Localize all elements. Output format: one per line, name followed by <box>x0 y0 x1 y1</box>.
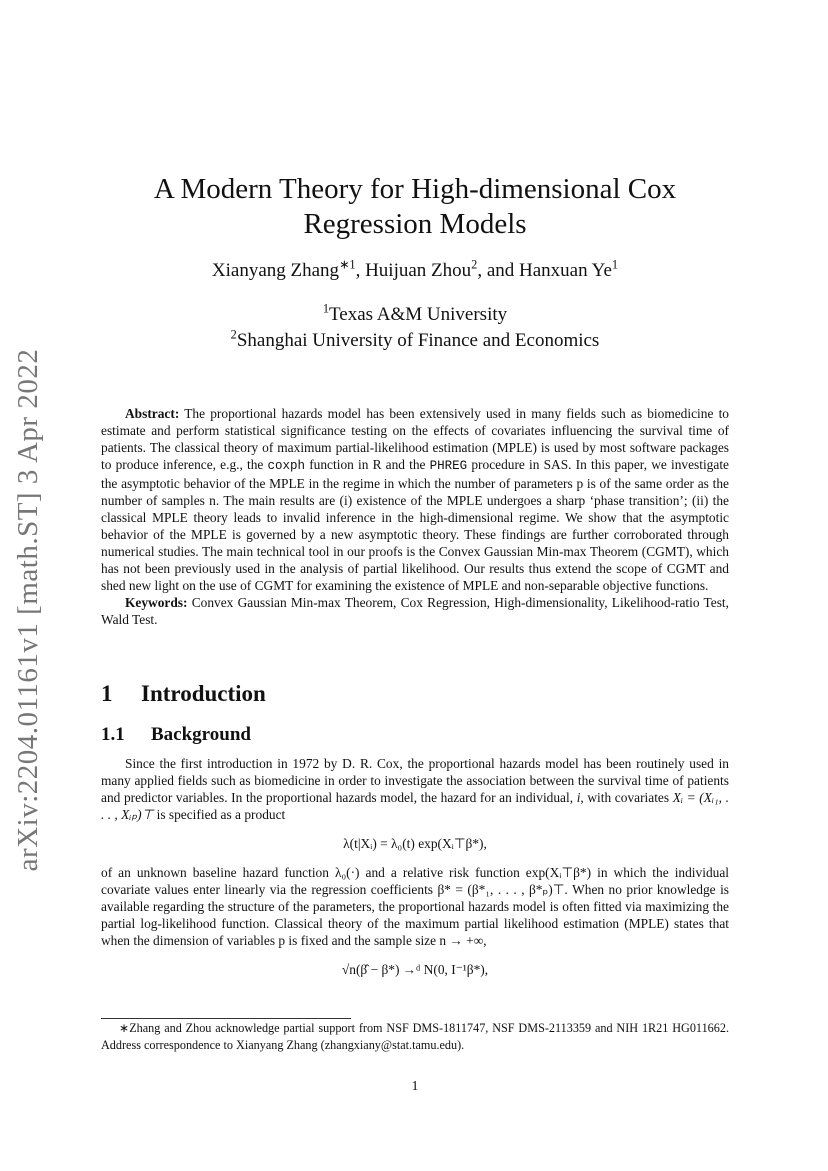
body-p1b-text: , with covariates <box>580 790 673 805</box>
keywords-label: Keywords: <box>125 595 188 610</box>
abstract-block <box>101 405 729 628</box>
author-1: Xianyang Zhang <box>211 260 340 281</box>
author-3: , and Hanxuan Ye <box>477 260 612 281</box>
arxiv-identifier-stamp: arXiv:2204.01161v1 [math.ST] 3 Apr 2022 <box>12 348 44 872</box>
subsection-title: Background <box>151 724 251 745</box>
equation-hazard: λ(t|Xᵢ) = λ₀(t) exp(Xᵢ⊤β*), <box>343 836 487 851</box>
section-heading-introduction <box>101 681 266 707</box>
body-p1c-text: is specified as a product <box>153 807 286 822</box>
abstract-text-1: The proportional hazards model has been extensively used in many fields such as biomedicine to estimate and perform statistical significance testing on the effects of covariates influencing the survival time of patients. The classical theory of maximum partial-likelihood estimation (MPLE) is used by most software packages to produce inference, e.g., the <box>101 406 729 472</box>
keywords-line <box>101 594 729 628</box>
affiliation-2-name: Shanghai University of Finance and Economics <box>236 330 600 351</box>
author-2: , Huijuan Zhou <box>355 260 472 281</box>
math-covariates: Xᵢ = (Xᵢ₁, . . . , Xᵢₚ)⊤ <box>101 790 729 822</box>
abstract-paragraph <box>101 405 729 594</box>
body-text <box>101 755 729 990</box>
affiliation-1-name: Texas A&M University <box>329 304 508 325</box>
abstract-label: Abstract: <box>125 406 180 421</box>
author-3-mark: 1 <box>611 257 619 272</box>
body-p1-text: Since the first introduction in 1972 by D. R. Cox, the proportional hazards model has been routinely used in many applied fields such as biomedicine in order to investigate the association between the survival time of patients and predictor variables. In the proportional hazards model, the hazard for an individual, <box>101 756 729 805</box>
author-2-mark: 2 <box>471 257 478 272</box>
subsection-heading-background <box>101 724 251 746</box>
section-number: 1 <box>101 681 113 706</box>
author-list <box>101 257 729 282</box>
paper-title <box>101 172 729 242</box>
body-paragraph-1 <box>101 755 729 823</box>
author-1-mark: ∗1 <box>339 257 356 272</box>
affiliation-2 <box>101 328 729 354</box>
body-paragraph-2: of an unknown baseline hazard function λ₀(·) and a relative risk function exp(Xᵢ⊤β*) in which the individual covariate values enter linearly via the regression coefficients β* = (β*₁, . . . , β*ₚ)⊤. When no prior knowledge is available regarding the structure of the parameters, the proportional hazards model is often fitted via maximizing the partial log-likelihood function. Classical theory of the maximum partial likelihood estimation (MPLE) states that when the dimension of variables p is fixed and the sample size n → +∞, <box>101 865 729 948</box>
title-line-2: Regression Models <box>303 208 527 240</box>
affiliation-2-mark: 2 <box>230 327 237 342</box>
abstract-text-2: function in R and the <box>305 457 430 472</box>
keywords-text: Convex Gaussian Min-max Theorem, Cox Regression, High-dimensionality, Likelihood-ratio Test, Wald Test. <box>101 595 729 627</box>
math-i: i <box>576 790 581 805</box>
equation-asymptotic: √n(β̂ − β*) →ᵈ N(0, I⁻¹β*), <box>341 962 489 977</box>
subsection-number: 1.1 <box>101 724 125 745</box>
footnote: ∗Zhang and Zhou acknowledge partial support from NSF DMS-1811747, NSF DMS-2113359 and NIH 1R21 HG011662. Address correspondence to Xianyang Zhang (zhangxiany@stat.tamu.edu). <box>101 1021 729 1052</box>
code-coxph: coxph <box>267 459 306 473</box>
code-phreg: PHREG <box>429 459 468 473</box>
affiliations <box>101 302 729 354</box>
footnote-divider <box>101 1018 351 1019</box>
affiliation-1 <box>101 302 729 328</box>
abstract-text-3: procedure in SAS. In this paper, we investigate the asymptotic behavior of the MPLE in the regime in which the number of parameters p is of the same order as the number of samples n. The main results are (i) existence of the MPLE undergoes a sharp ‘phase transition’; (ii) the classical MPLE theory leads to invalid inference in the high-dimensional regime. We show that the asymptotic behavior of the MPLE is governed by a new asymptotic theory. These findings are further corroborated through numerical studies. The main technical tool in our proofs is the Convex Gaussian Min-max Theorem (CGMT), which has not been previously used in the analysis of partial likelihood. Our results thus extend the scope of CGMT and shed new light on the use of CGMT for examining the existence of MPLE and non-separable objective functions. <box>101 457 729 593</box>
title-line-1: A Modern Theory for High-dimensional Cox <box>153 173 677 205</box>
affiliation-1-mark: 1 <box>322 301 330 316</box>
page-number: 1 <box>411 1079 419 1094</box>
section-title: Introduction <box>141 681 266 706</box>
